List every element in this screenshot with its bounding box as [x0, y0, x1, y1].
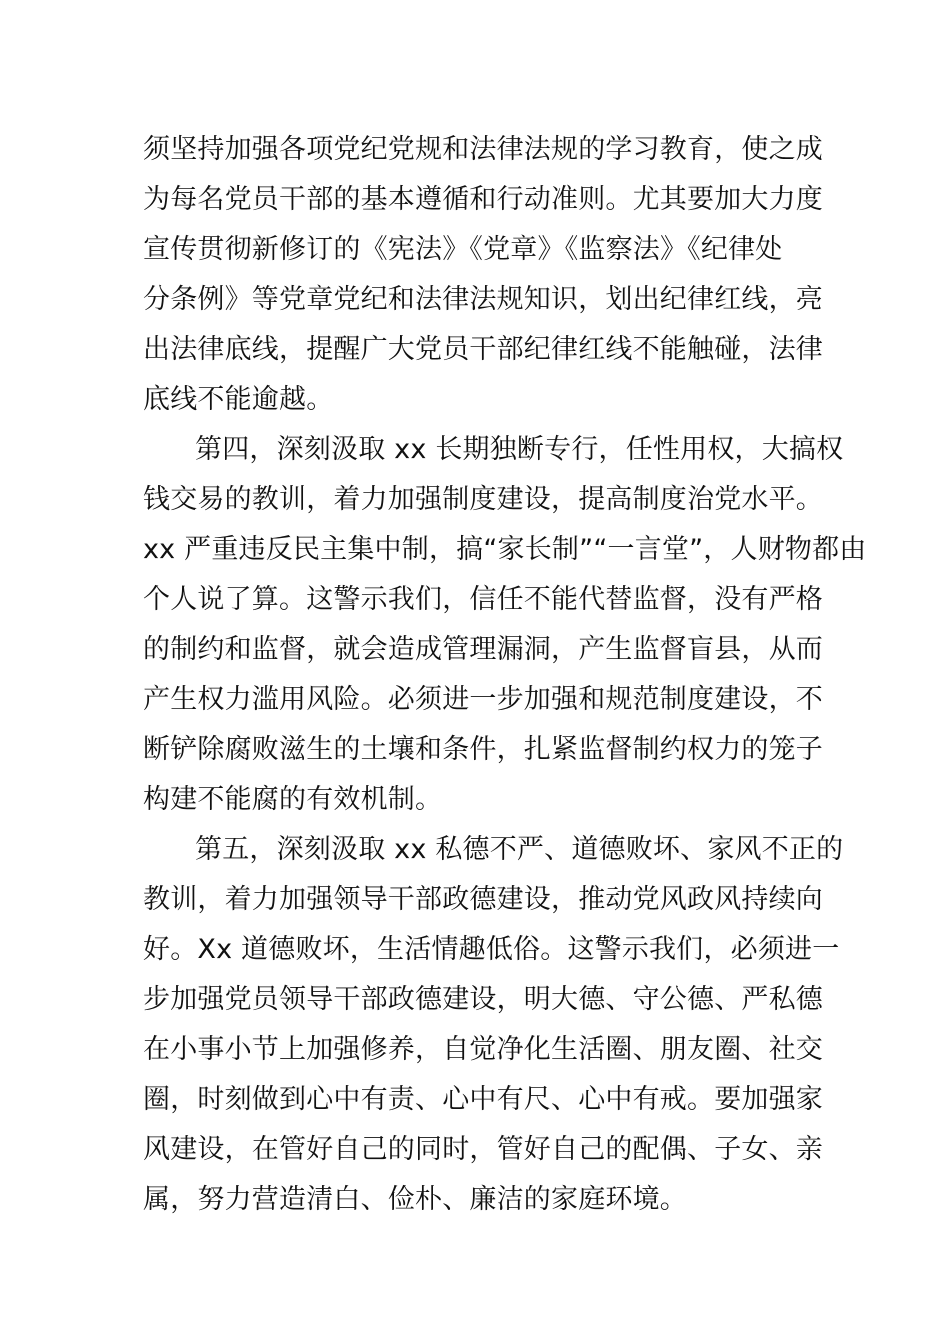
text-line: 出法律底线，提醒广大党员干部纪律红线不能触碰，法律 — [143, 334, 823, 365]
text-line: 圈，时刻做到心中有责、心中有尺、心中有戒。要加强家 — [143, 1084, 823, 1115]
paragraph-start-line: 第五，深刻汲取 xx 私德不严、道德败坏、家风不正的 — [195, 834, 844, 865]
text-line: 产生权力滥用风险。必须进一步加强和规范制度建设，不 — [143, 684, 823, 715]
text-line: 好。Xx 道德败坏，生活情趣低俗。这警示我们，必须进一 — [143, 934, 840, 965]
text-line: 风建设，在管好自己的同时，管好自己的配偶、子女、亲 — [143, 1134, 823, 1165]
text-line: 属，努力营造清白、俭朴、廉洁的家庭环境。 — [143, 1184, 687, 1215]
text-line: 的制约和监督，就会造成管理漏洞，产生监督盲县，从而 — [143, 634, 823, 665]
text-line: 个人说了算。这警示我们，信任不能代替监督，没有严格 — [143, 584, 823, 615]
text-line: 步加强党员领导干部政德建设，明大德、守公德、严私德 — [143, 984, 823, 1015]
text-line: 教训，着力加强领导干部政德建设，推动党风政风持续向 — [143, 884, 823, 915]
text-line: 钱交易的教训，着力加强制度建设，提高制度治党水平。 — [143, 484, 823, 515]
text-line: 底线不能逾越。 — [143, 384, 334, 415]
text-line: 为每名党员干部的基本遵循和行动准则。尤其要加大力度 — [143, 184, 823, 215]
text-line: 构建不能腐的有效机制。 — [143, 784, 443, 815]
text-line: 须坚持加强各项党纪党规和法律法规的学习教育，使之成 — [143, 134, 823, 165]
body-text — [143, 125, 867, 1225]
text-line: 断铲除腐败滋生的土壤和条件，扎紧监督制约权力的笼子 — [143, 734, 823, 765]
text-line: 宣传贯彻新修订的《宪法》《党章》《监察法》《纪律处 — [143, 234, 783, 265]
text-line: xx 严重违反民主集中制，搞“家长制”“一言堂”，人财物都由 — [143, 534, 867, 565]
text-line: 分条例》等党章党纪和法律法规知识，划出纪律红线，亮 — [143, 284, 823, 315]
text-line: 在小事小节上加强修养，自觉净化生活圈、朋友圈、社交 — [143, 1034, 823, 1065]
paragraph-start-line: 第四，深刻汲取 xx 长期独断专行，任性用权，大搞权 — [195, 434, 844, 465]
